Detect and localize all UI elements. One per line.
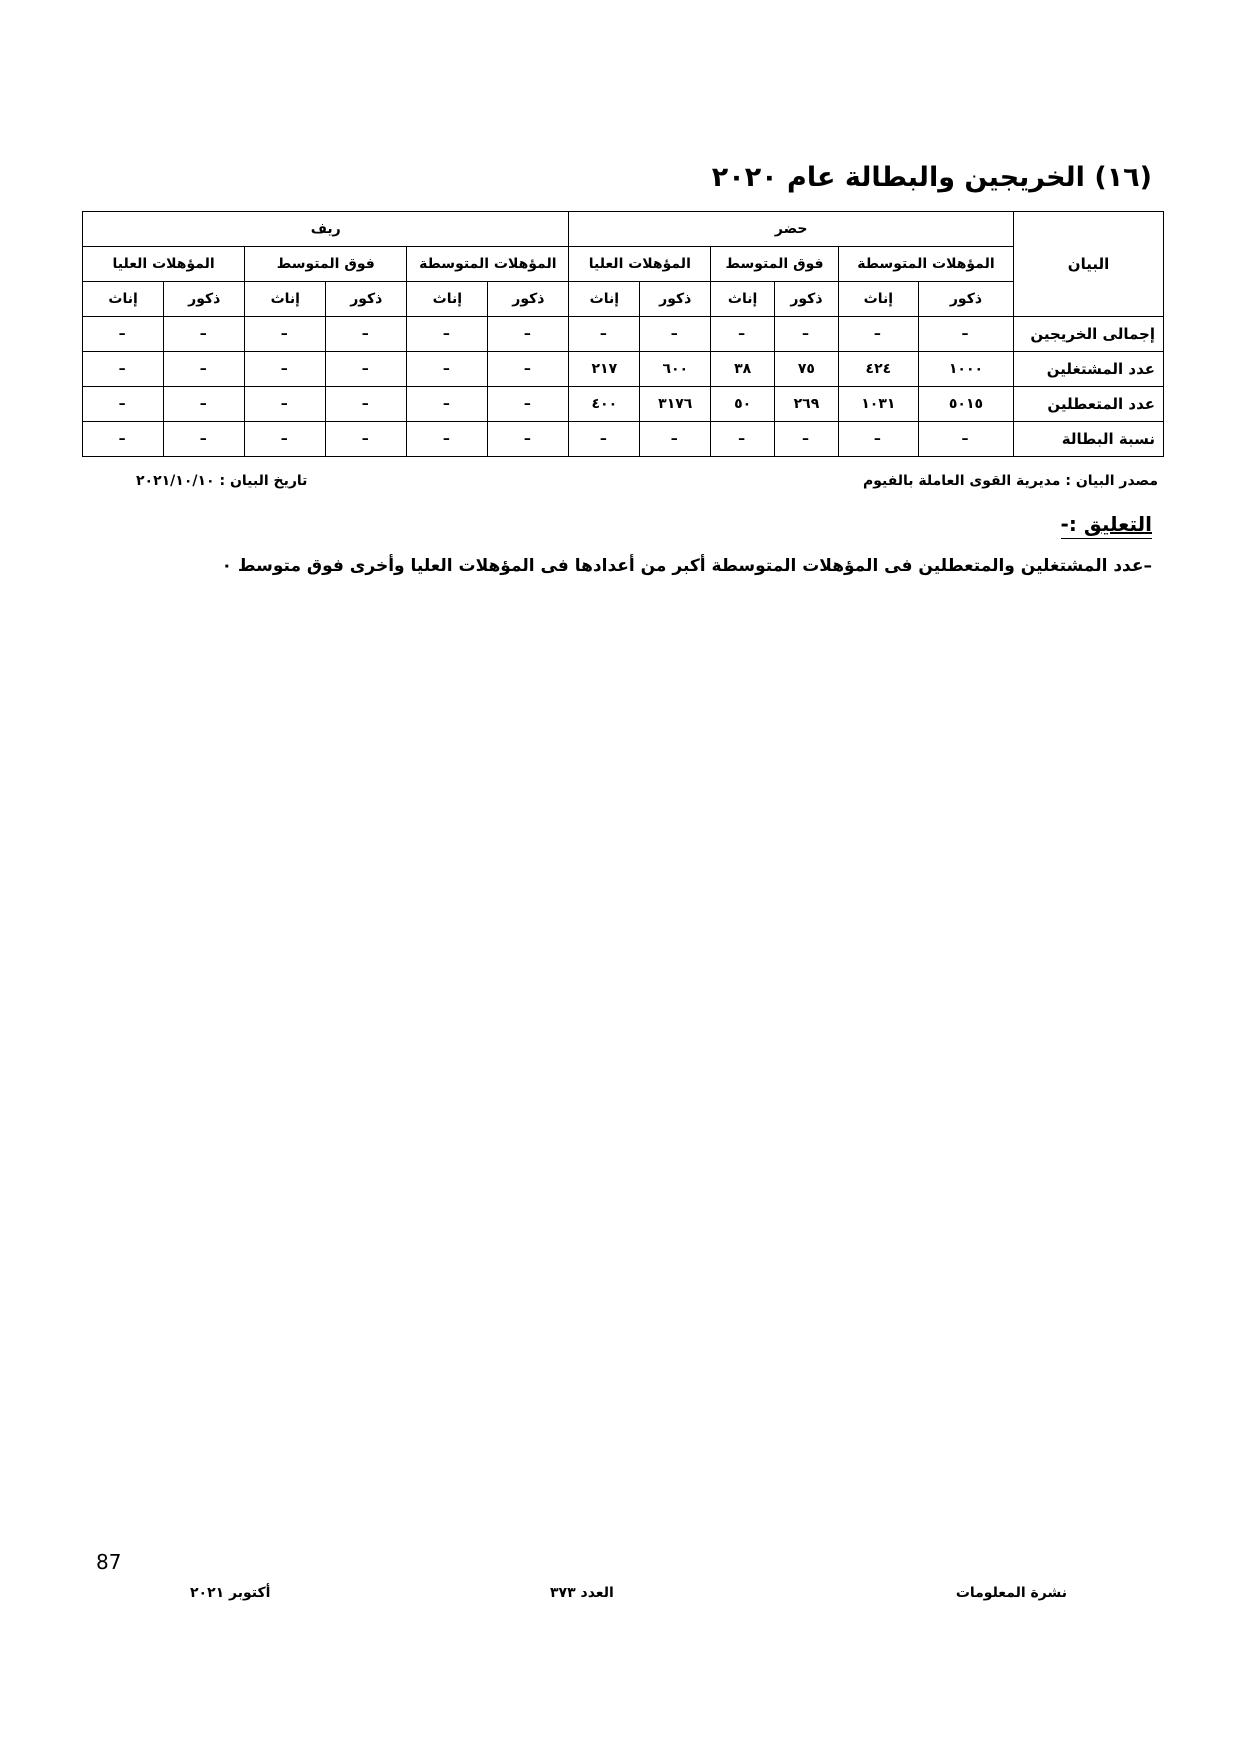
table-cell: ٢١٧: [569, 352, 640, 387]
table-head: [83, 212, 1164, 317]
table-cell: ١٠٣١: [838, 387, 918, 422]
page-title: (١٦) الخريجين والبطالة عام ٢٠٢٠: [711, 162, 1152, 193]
table-header-row-subgroups: [83, 247, 1164, 282]
row-label: إجمالى الخريجين: [1014, 317, 1164, 352]
table-cell: –: [488, 387, 569, 422]
table-cell: –: [640, 422, 711, 457]
table-cell: –: [245, 317, 326, 352]
header-gender: إناث: [83, 282, 164, 317]
table-cell: –: [407, 422, 488, 457]
header-group-urban: حضر: [569, 212, 1014, 247]
table-cell: –: [164, 317, 245, 352]
table-cell: –: [326, 422, 407, 457]
table-cell: –: [83, 387, 164, 422]
table-cell: ٢٦٩: [775, 387, 839, 422]
table-cell: –: [164, 387, 245, 422]
header-subgroup: المؤهلات المتوسطة: [407, 247, 569, 282]
table-cell: –: [918, 422, 1013, 457]
table-cell: –: [488, 317, 569, 352]
row-label: عدد المتعطلين: [1014, 387, 1164, 422]
table-cell: ٣١٧٦: [640, 387, 711, 422]
table-cell: –: [83, 422, 164, 457]
data-source: مصدر البيان : مديرية القوى العاملة بالفيوم: [862, 473, 1158, 489]
table-cell: –: [838, 317, 918, 352]
table-header-row-gender: [83, 282, 1164, 317]
table-cell: –: [569, 317, 640, 352]
footer-date: أكتوبر ٢٠٢١: [190, 1585, 271, 1601]
header-subgroup: فوق المتوسط: [711, 247, 839, 282]
header-gender: إناث: [569, 282, 640, 317]
table-cell: –: [326, 387, 407, 422]
table-cell: –: [83, 317, 164, 352]
header-gender: ذكور: [918, 282, 1013, 317]
table-cell: –: [488, 422, 569, 457]
footer-issue: العدد ٣٧٣: [550, 1585, 614, 1601]
data-table: [82, 211, 1164, 457]
header-subgroup: المؤهلات المتوسطة: [838, 247, 1013, 282]
table-cell: –: [83, 352, 164, 387]
table-row: [83, 317, 1164, 352]
header-gender: ذكور: [640, 282, 711, 317]
table-cell: –: [326, 352, 407, 387]
table-cell: –: [918, 317, 1013, 352]
header-gender: ذكور: [488, 282, 569, 317]
table-cell: ٥٠١٥: [918, 387, 1013, 422]
table-cell: ٤٢٤: [838, 352, 918, 387]
table-cell: ٣٨: [711, 352, 775, 387]
table-cell: ٦٠٠: [640, 352, 711, 387]
table-cell: ٧٥: [775, 352, 839, 387]
header-gender: ذكور: [326, 282, 407, 317]
table-cell: ٤٠٠: [569, 387, 640, 422]
header-subgroup: فوق المتوسط: [245, 247, 407, 282]
header-subgroup: المؤهلات العليا: [83, 247, 245, 282]
table-cell: –: [164, 352, 245, 387]
table-cell: –: [775, 317, 839, 352]
table-cell: –: [245, 352, 326, 387]
header-gender: إناث: [407, 282, 488, 317]
header-gender: إناث: [838, 282, 918, 317]
footer-publication: نشرة المعلومات: [955, 1585, 1067, 1601]
table-cell: ١٠٠٠: [918, 352, 1013, 387]
table-cell: –: [569, 422, 640, 457]
row-label: عدد المشتغلين: [1014, 352, 1164, 387]
header-gender: إناث: [711, 282, 775, 317]
table-row: [83, 422, 1164, 457]
header-subgroup: المؤهلات العليا: [569, 247, 711, 282]
table-cell: –: [711, 422, 775, 457]
comment-text: –عدد المشتغلين والمتعطلين فى المؤهلات المتوسطة أكبر من أعدادها فى المؤهلات العليا وأخرى فوق متوسط ٠: [221, 556, 1152, 576]
row-label: نسبة البطالة: [1014, 422, 1164, 457]
table-cell: –: [838, 422, 918, 457]
table-cell: –: [488, 352, 569, 387]
table-cell: –: [326, 317, 407, 352]
table-row: [83, 352, 1164, 387]
data-date: تاريخ البيان : ٢٠٢١/١٠/١٠: [136, 473, 308, 489]
table-body: [83, 317, 1164, 457]
header-label: البيان: [1014, 212, 1164, 317]
table-cell: –: [245, 387, 326, 422]
table-cell: –: [407, 317, 488, 352]
table-cell: –: [407, 352, 488, 387]
table-cell: –: [407, 387, 488, 422]
table-cell: –: [775, 422, 839, 457]
comment-heading-keyword: التعليق: [1083, 512, 1152, 536]
header-group-rural: ريف: [83, 212, 569, 247]
header-gender: إناث: [245, 282, 326, 317]
table-cell: –: [711, 317, 775, 352]
header-gender: ذكور: [164, 282, 245, 317]
table-cell: ٥٠: [711, 387, 775, 422]
table-cell: –: [164, 422, 245, 457]
page-number: 87: [96, 1550, 122, 1574]
table-row: [83, 387, 1164, 422]
table-container: [82, 211, 1164, 457]
table-header-row-groups: [83, 212, 1164, 247]
comment-heading: [1061, 512, 1152, 539]
table-cell: –: [245, 422, 326, 457]
header-gender: ذكور: [775, 282, 839, 317]
comment-heading-suffix: :-: [1060, 512, 1084, 536]
table-cell: –: [640, 317, 711, 352]
